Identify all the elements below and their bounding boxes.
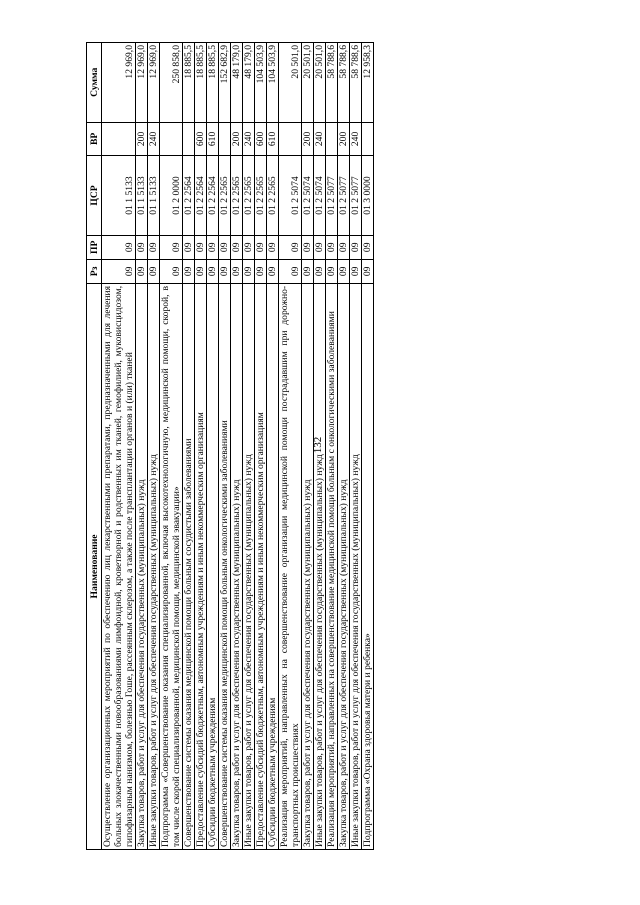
cell-csr: 01 1 5133 [148,156,160,235]
table-row [362,43,374,850]
table-row [219,43,231,850]
cell-name: Реализация мероприятий, направленных на совершенствование медицинской помощи больным с онкологическими заболеваниями [326,283,338,849]
cell-pr: 09 [148,235,160,259]
cell-vr: 200 [136,122,148,156]
cell-name: Осуществление организационных мероприятий по обеспечению лиц лекарственными препаратами, предназначенными для лечения больных злокачественными новообразованиями лимфоидной, кроветворной и родственных им тканей, гемофилией, муковисцидозом, гипофизарным нанизмом, болезнью Гоше, рассеянным склерозом, а также после трансплантации органов и (или) тканей [102,283,136,849]
cell-sum: 20 501,0 [314,43,326,123]
cell-name: Субсидии бюджетным учреждениям [207,283,219,849]
table-row [314,43,326,850]
cell-pr: 09 [219,235,231,259]
header-name: Наименование [87,283,102,849]
cell-csr: 01 2 2564 [195,156,207,235]
cell-vr [102,122,136,156]
cell-sum: 18 885,5 [183,43,195,123]
cell-sum: 152 682,9 [219,43,231,123]
cell-vr [279,122,302,156]
cell-sum: 12 969,0 [136,43,148,123]
cell-csr: 01 2 5074 [279,156,302,235]
cell-name: Закупка товаров, работ и услуг для обеспечения государственных (муниципальных) нужд [136,283,148,849]
cell-rz: 09 [267,259,279,283]
table-row [267,43,279,850]
cell-pr: 09 [183,235,195,259]
cell-pr: 09 [362,235,374,259]
cell-vr: 600 [255,122,267,156]
cell-vr: 240 [314,122,326,156]
cell-vr: 240 [350,122,362,156]
page-number: 132 [312,436,324,454]
cell-csr: 01 1 5133 [102,156,136,235]
cell-name: Предоставление субсидий бюджетным, автономным учреждениям и иным некоммерческим организациям [255,283,267,849]
cell-pr: 09 [160,235,183,259]
rotated-page-content [86,42,556,850]
table-row [255,43,267,850]
table-row [160,43,183,850]
cell-name: Совершенствование системы оказания медицинской помощи больным сосудистыми заболеваниями [183,283,195,849]
table-row [102,43,136,850]
cell-rz: 09 [350,259,362,283]
cell-pr: 09 [302,235,314,259]
cell-sum: 58 788,6 [338,43,350,123]
cell-csr: 01 2 2565 [231,156,243,235]
cell-name: Субсидии бюджетным учреждениям [267,283,279,849]
header-sum: Сумма [87,43,102,123]
cell-csr: 01 2 5074 [314,156,326,235]
cell-pr: 09 [279,235,302,259]
table-row [231,43,243,850]
cell-csr: 01 2 5077 [338,156,350,235]
cell-sum: 58 788,6 [326,43,338,123]
cell-sum: 104 503,9 [267,43,279,123]
header-csr: ЦСР [87,156,102,235]
cell-vr: 200 [231,122,243,156]
cell-rz: 09 [326,259,338,283]
cell-sum: 12 969,0 [148,43,160,123]
budget-table [86,42,374,850]
cell-vr: 600 [195,122,207,156]
cell-csr: 01 2 2565 [255,156,267,235]
cell-sum: 12 958,3 [362,43,374,123]
cell-csr: 01 2 2564 [183,156,195,235]
header-pr: ПР [87,235,102,259]
header-rz: Рз [87,259,102,283]
cell-vr [183,122,195,156]
cell-name: Совершенствование системы оказания медицинской помощи больным онкологическими заболеваниями [219,283,231,849]
table-row [279,43,302,850]
cell-rz: 09 [338,259,350,283]
cell-vr: 240 [148,122,160,156]
cell-sum: 48 179,0 [231,43,243,123]
cell-rz: 09 [160,259,183,283]
header-vr: ВР [87,122,102,156]
cell-pr: 09 [195,235,207,259]
cell-rz: 09 [302,259,314,283]
cell-vr [326,122,338,156]
cell-sum: 104 503,9 [255,43,267,123]
table-row [207,43,219,850]
cell-csr: 01 2 5077 [350,156,362,235]
cell-csr: 01 3 0000 [362,156,374,235]
cell-rz: 09 [195,259,207,283]
table-row [243,43,255,850]
cell-sum: 18 885,5 [207,43,219,123]
cell-rz: 09 [279,259,302,283]
cell-csr: 01 2 5077 [326,156,338,235]
cell-pr: 09 [231,235,243,259]
cell-pr: 09 [243,235,255,259]
cell-name: Подпрограмма «Охрана здоровья матери и ребенка» [362,283,374,849]
cell-rz: 09 [362,259,374,283]
cell-rz: 09 [136,259,148,283]
table-row [183,43,195,850]
cell-rz: 09 [148,259,160,283]
cell-pr: 09 [338,235,350,259]
cell-pr: 09 [350,235,362,259]
cell-rz: 09 [183,259,195,283]
table-row [136,43,148,850]
cell-rz: 09 [102,259,136,283]
cell-sum: 48 179,0 [243,43,255,123]
cell-csr: 01 2 0000 [160,156,183,235]
table-row [302,43,314,850]
cell-rz: 09 [243,259,255,283]
cell-vr: 610 [207,122,219,156]
cell-sum: 12 969,0 [102,43,136,123]
cell-name: Закупка товаров, работ и услуг для обеспечения государственных (муниципальных) нужд [231,283,243,849]
table-row [195,43,207,850]
cell-csr: 01 2 5074 [302,156,314,235]
cell-rz: 09 [255,259,267,283]
table-row [350,43,362,850]
cell-name: Подпрограмма «Совершенствование оказания специализированной, включая высокотехнологичную, медицинской помощи, скорой, в том числе скорой специализированной, медицинской помощи, медицинской эвакуации» [160,283,183,849]
cell-csr: 01 2 2565 [219,156,231,235]
cell-name: Иные закупки товаров, работ и услуг для обеспечения государственных (муниципальных) нужд [148,283,160,849]
cell-name: Реализация мероприятий, направленных на совершенствование организации медицинской помощи пострадавшим при дорожно-транспортных происшествиях [279,283,302,849]
cell-name: Закупка товаров, работ и услуг для обеспечения государственных (муниципальных) нужд [302,283,314,849]
cell-name: Иные закупки товаров, работ и услуг для обеспечения государственных (муниципальных) нужд [314,283,326,849]
cell-rz: 09 [314,259,326,283]
cell-pr: 09 [102,235,136,259]
cell-csr: 01 2 2565 [243,156,255,235]
cell-rz: 09 [231,259,243,283]
cell-pr: 09 [255,235,267,259]
cell-pr: 09 [207,235,219,259]
table-row [326,43,338,850]
cell-pr: 09 [267,235,279,259]
table-row [148,43,160,850]
cell-sum: 20 501,0 [279,43,302,123]
cell-name: Закупка товаров, работ и услуг для обеспечения государственных (муниципальных) нужд [338,283,350,849]
table-body [102,43,374,850]
cell-name: Иные закупки товаров, работ и услуг для обеспечения государственных (муниципальных) нужд [350,283,362,849]
cell-vr: 610 [267,122,279,156]
cell-name: Иные закупки товаров, работ и услуг для обеспечения государственных (муниципальных) нужд [243,283,255,849]
cell-name: Предоставление субсидий бюджетным, автономным учреждениям и иным некоммерческим организациям [195,283,207,849]
cell-sum: 20 501,0 [302,43,314,123]
cell-csr: 01 2 2564 [207,156,219,235]
cell-pr: 09 [136,235,148,259]
cell-rz: 09 [219,259,231,283]
cell-pr: 09 [314,235,326,259]
cell-vr: 200 [302,122,314,156]
cell-vr [160,122,183,156]
cell-sum: 250 858,0 [160,43,183,123]
cell-rz: 09 [207,259,219,283]
cell-csr: 01 2 2565 [267,156,279,235]
cell-sum: 58 788,6 [350,43,362,123]
table-header-row [87,43,102,850]
cell-csr: 01 1 5133 [136,156,148,235]
table-row [338,43,350,850]
cell-vr [219,122,231,156]
cell-vr: 240 [243,122,255,156]
cell-sum: 18 885,5 [195,43,207,123]
cell-vr [362,122,374,156]
cell-pr: 09 [326,235,338,259]
cell-vr: 200 [338,122,350,156]
